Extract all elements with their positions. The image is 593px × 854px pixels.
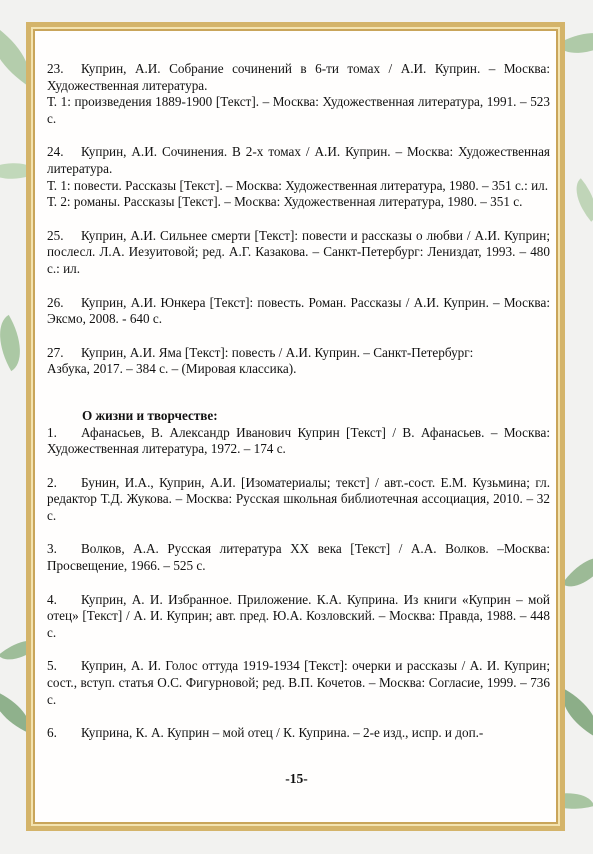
entry-text: Куприн, А.И. Сильнее смерти [Текст]: повести и рассказы о любви / А.И. Куприн; послесл. Л.А. Иезуитовой; ред. А.Г. Казакова. – Санкт-Петербург: Лениздат, 1993. – 480 с.: ил. [47, 227, 550, 276]
entry-number: 4. [47, 591, 57, 607]
entry-line [47, 295, 550, 328]
entry-number: 3. [47, 541, 57, 557]
entry-number: 27. [47, 344, 64, 360]
section-life-and-work [47, 408, 550, 742]
bibliography-entry [47, 295, 550, 328]
bibliography-entry [47, 228, 550, 278]
entry-text: Бунин, И.А., Куприн, А.И. [Изоматериалы; текст] / авт.-сост. Е.М. Кузьмина; гл. редактор Т.Д. Жукова. – Москва: Русская школьная библиотечная ассоциация, 2010. – 32 с. [47, 474, 550, 523]
entry-number: 26. [47, 294, 64, 310]
entry-line [47, 361, 550, 378]
entry-line [47, 475, 550, 525]
entry-number: 2. [47, 474, 57, 490]
bibliography-entry [47, 345, 550, 378]
entry-text: Куприн, А. И. Избранное. Приложение. К.А. Куприна. Из книги «Куприн – мой отец» [Текст] / А. И. Куприн; авт. пред. Ю.А. Козловский. – Москва: Правда, 1988. – 448 с. [47, 591, 550, 640]
entry-line [47, 194, 550, 211]
bibliography-entry [47, 541, 550, 574]
bibliography-list-works [47, 61, 550, 378]
entry-line [47, 144, 550, 177]
entry-text: Куприн, А.И. Собрание сочинений в 6-ти томах / А.И. Куприн. – Москва: Художественная литература. [47, 61, 550, 93]
entry-text: Афанасьев, В. Александр Иванович Куприн [Текст] / В. Афанасьев. – Москва: Художественная литература, 1972. – 174 с. [47, 424, 550, 457]
entry-line [47, 345, 550, 362]
entry-text: Волков, А.А. Русская литература XX века [Текст] / А.А. Волков. –Москва: Просвещение, 1966. – 525 с. [47, 541, 550, 574]
entry-number: 1. [47, 424, 57, 440]
bibliography-entry [47, 144, 550, 210]
entry-text: Куприн, А. И. Голос оттуда 1919-1934 [Текст]: очерки и рассказы / А. И. Куприн; сост., вступ. статья О.С. Фигурновой; ред. В.П. Кочетов. – Москва: Согласие, 1999. – 736 с. [47, 658, 550, 707]
entry-line [47, 94, 550, 127]
entry-text: Т. 1: произведения 1889-1900 [Текст]. – Москва: Художественная литература, 1991. – 523 с. [47, 94, 550, 126]
page-number: -15- [285, 771, 308, 786]
bibliography-entry [47, 725, 550, 742]
bibliography-entry [47, 61, 550, 127]
entry-number: 5. [47, 658, 57, 674]
entry-line [47, 725, 550, 742]
entry-line [47, 541, 550, 574]
entry-line [47, 61, 550, 94]
entry-line [47, 425, 550, 458]
entry-line [47, 658, 550, 708]
entry-line [47, 228, 550, 278]
entry-number: 6. [47, 725, 57, 741]
bibliography-content [47, 61, 550, 742]
entry-text: Куприн, А.И. Юнкера [Текст]: повесть. Роман. Рассказы / А.И. Куприн. – Москва: Эксмо, 2008. - 640 с. [47, 294, 550, 327]
entry-text: Т. 2: романы. Рассказы [Текст]. – Москва: Художественная литература, 1980. – 351 с. [47, 194, 523, 210]
entry-line [47, 592, 550, 642]
bibliography-entry [47, 475, 550, 525]
entry-text: Куприна, К. А. Куприн – мой отец / К. Куприна. – 2-е изд., испр. и доп.- [81, 725, 484, 741]
leaf-decoration [562, 546, 593, 597]
entry-line [47, 178, 550, 195]
entry-number: 25. [47, 227, 64, 243]
bibliography-list-about [47, 425, 550, 742]
bibliography-entry [47, 592, 550, 642]
entry-number: 23. [47, 61, 64, 76]
entry-text: Куприн, А.И. Яма [Текст]: повесть / А.И. Куприн. – Санкт-Петербург: [81, 344, 474, 360]
leaf-decoration [565, 178, 593, 221]
entry-text: Т. 1: повести. Рассказы [Текст]. – Москва: Художественная литература, 1980. – 351 с.: ил. [47, 177, 549, 193]
bibliography-entry [47, 425, 550, 458]
entry-text: Куприн, А.И. Сочинения. В 2-х томах / А.И. Куприн. – Москва: Художественная литература. [47, 144, 550, 176]
entry-text: Азбука, 2017. – 384 с. – (Мировая классика). [47, 361, 297, 377]
entry-number: 24. [47, 144, 64, 160]
bibliography-entry [47, 658, 550, 708]
section-title: О жизни и творчестве: [82, 407, 218, 423]
